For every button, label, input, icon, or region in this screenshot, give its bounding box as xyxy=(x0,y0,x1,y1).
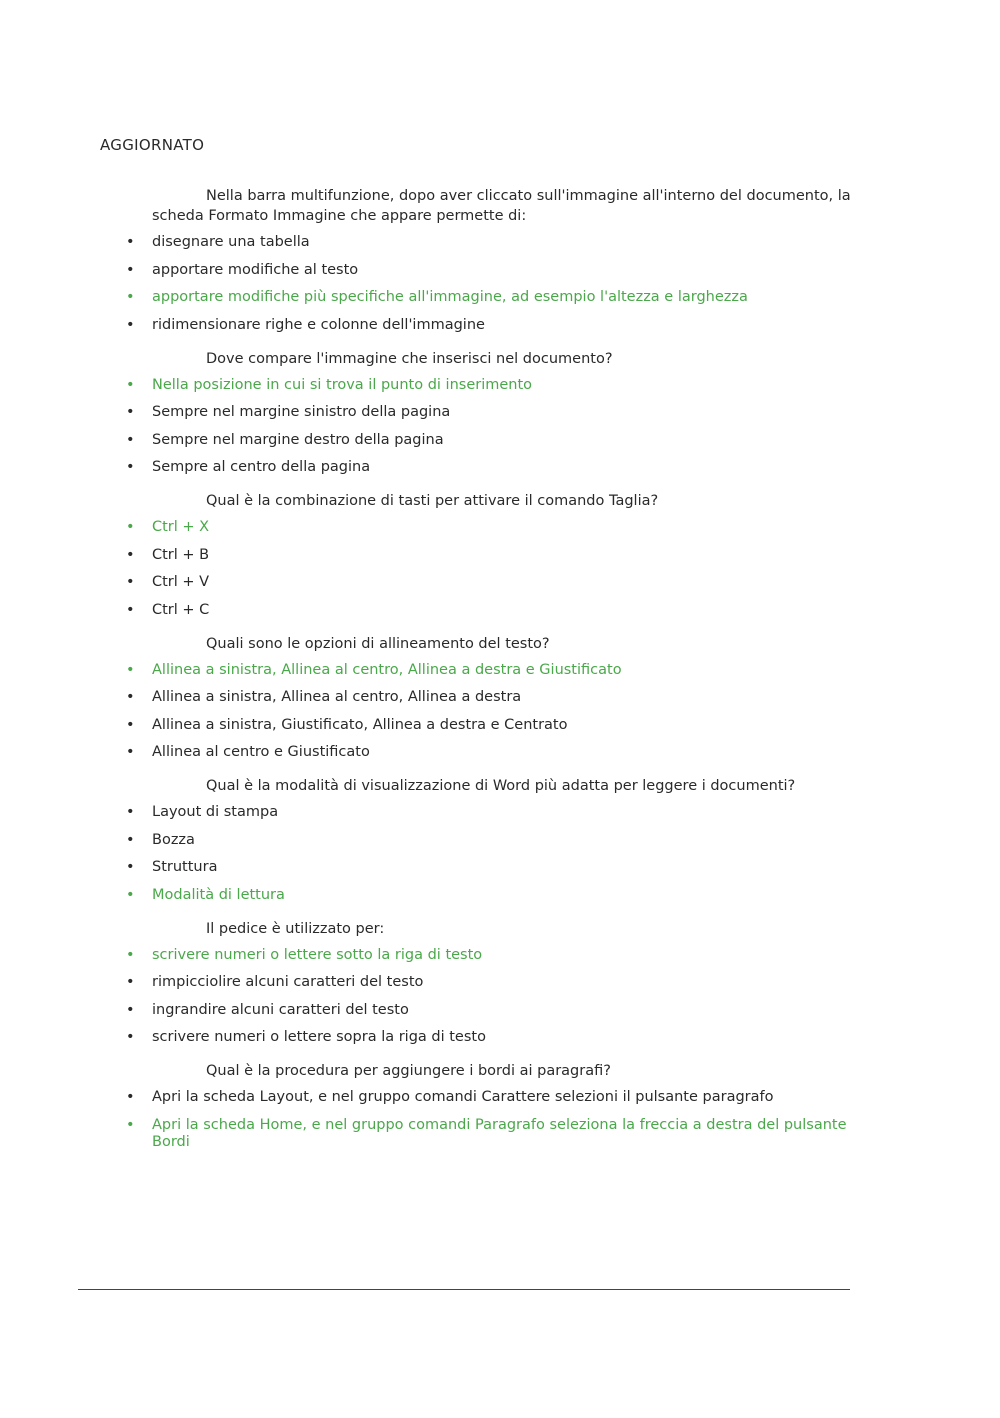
answer-option-text: Sempre al centro della pagina xyxy=(152,459,371,475)
bullet-icon: • xyxy=(126,289,135,305)
answer-option xyxy=(126,574,852,592)
answer-option-text: ridimensionare righe e colonne dell'immagine xyxy=(152,316,485,333)
answer-option-text: Nella posizione in cui si trova il punto di inserimento xyxy=(152,376,533,393)
answer-option-text: disegnare una tabella xyxy=(152,234,310,250)
footer-divider xyxy=(78,1289,850,1290)
question-text: Qual è la modalità di visualizzazione di Word più adatta per leggere i documenti? xyxy=(206,778,796,794)
answer-list xyxy=(126,946,852,1048)
answer-option-text: Apri la scheda Home, e nel gruppo comandi Paragrafo seleziona la freccia a destra del pulsante Bordi xyxy=(152,1116,847,1150)
bullet-icon: • xyxy=(126,1089,135,1105)
bullet-icon: • xyxy=(126,689,135,705)
question-block xyxy=(126,1061,852,1151)
answer-option xyxy=(126,744,852,762)
answer-option-text: Bozza xyxy=(152,831,195,848)
bullet-icon: • xyxy=(126,716,135,733)
bullet-icon: • xyxy=(126,601,135,618)
bullet-icon: • xyxy=(126,946,135,963)
answer-option xyxy=(126,234,852,252)
answer-option xyxy=(126,716,852,735)
answer-option-correct xyxy=(126,661,852,680)
answer-option-text: Allinea a sinistra, Giustificato, Allinea a destra e Centrato xyxy=(152,716,568,733)
question-text: Nella barra multifunzione, dopo aver cliccato sull'immagine all'interno del documento, la scheda Formato Immagine che appare permette di: xyxy=(152,188,851,224)
answer-option-correct xyxy=(126,886,852,905)
answer-option-correct xyxy=(126,376,852,395)
answer-option xyxy=(126,404,852,422)
bullet-icon: • xyxy=(126,404,135,420)
answer-option xyxy=(126,859,852,877)
answer-option xyxy=(126,831,852,850)
answer-list xyxy=(126,234,852,335)
answer-option-text: Struttura xyxy=(152,859,218,875)
question-block xyxy=(126,776,852,905)
bullet-icon: • xyxy=(126,316,135,333)
question-text: Quali sono le opzioni di allineamento del testo? xyxy=(206,635,550,652)
answer-option-text: Ctrl + X xyxy=(152,519,210,535)
bullet-icon: • xyxy=(126,431,135,448)
answer-option-text: ingrandire alcuni caratteri del testo xyxy=(152,1001,409,1018)
answer-option-text: Layout di stampa xyxy=(152,804,279,820)
quiz-content xyxy=(126,186,852,1151)
answer-option-text: Apri la scheda Layout, e nel gruppo comandi Carattere selezioni il pulsante paragrafo xyxy=(152,1089,774,1105)
answer-option xyxy=(126,601,852,620)
answer-list xyxy=(126,804,852,905)
bullet-icon: • xyxy=(126,661,135,678)
answer-option-text: Sempre nel margine destro della pagina xyxy=(152,431,444,448)
question-text: Qual è la procedura per aggiungere i bordi ai paragrafi? xyxy=(206,1063,611,1079)
answer-option xyxy=(126,1029,852,1047)
bullet-icon: • xyxy=(126,804,135,820)
answer-option xyxy=(126,689,852,707)
bullet-icon: • xyxy=(126,546,135,563)
bullet-icon: • xyxy=(126,1116,135,1133)
question-block xyxy=(126,919,852,1048)
answer-option-text: Ctrl + V xyxy=(152,574,210,590)
answer-option-text: scrivere numeri o lettere sotto la riga di testo xyxy=(152,946,483,963)
answer-option-text: Ctrl + B xyxy=(152,546,210,563)
question-block xyxy=(126,634,852,763)
answer-option xyxy=(126,804,852,822)
answer-option-text: apportare modifiche più specifiche all'immagine, ad esempio l'altezza e larghezza xyxy=(152,289,748,305)
answer-option xyxy=(126,1089,852,1107)
document-title: AGGIORNATO xyxy=(100,136,205,154)
answer-option-text: Ctrl + C xyxy=(152,601,210,618)
bullet-icon: • xyxy=(126,376,135,393)
bullet-icon: • xyxy=(126,261,135,278)
answer-option xyxy=(126,546,852,565)
bullet-icon: • xyxy=(126,234,135,250)
answer-option xyxy=(126,261,852,280)
answer-option xyxy=(126,316,852,335)
answer-option xyxy=(126,1001,852,1020)
bullet-icon: • xyxy=(126,1001,135,1018)
question-text: Qual è la combinazione di tasti per attivare il comando Taglia? xyxy=(206,493,659,509)
question-block xyxy=(126,491,852,620)
answer-option-text: Sempre nel margine sinistro della pagina xyxy=(152,404,451,420)
answer-list xyxy=(126,1089,852,1151)
bullet-icon: • xyxy=(126,974,135,990)
answer-option-text: apportare modifiche al testo xyxy=(152,261,359,278)
answer-option-correct xyxy=(126,289,852,307)
answer-option xyxy=(126,431,852,450)
bullet-icon: • xyxy=(126,574,135,590)
answer-list xyxy=(126,376,852,478)
bullet-icon: • xyxy=(126,744,135,760)
answer-option xyxy=(126,459,852,477)
answer-option xyxy=(126,974,852,992)
answer-list xyxy=(126,661,852,763)
question-block xyxy=(126,186,852,335)
answer-option-correct xyxy=(126,946,852,965)
bullet-icon: • xyxy=(126,831,135,848)
question-text: Dove compare l'immagine che inserisci nel documento? xyxy=(206,350,613,367)
bullet-icon: • xyxy=(126,859,135,875)
answer-option-correct xyxy=(126,1116,852,1151)
answer-option-text: Modalità di lettura xyxy=(152,886,285,903)
answer-option-text: scrivere numeri o lettere sopra la riga di testo xyxy=(152,1029,486,1045)
answer-option-correct xyxy=(126,519,852,537)
bullet-icon: • xyxy=(126,886,135,903)
answer-option-text: Allinea al centro e Giustificato xyxy=(152,744,370,760)
bullet-icon: • xyxy=(126,519,135,535)
answer-option-text: Allinea a sinistra, Allinea al centro, Allinea a destra xyxy=(152,689,522,705)
answer-option-text: rimpicciolire alcuni caratteri del testo xyxy=(152,974,424,990)
answer-list xyxy=(126,519,852,620)
question-block xyxy=(126,349,852,478)
bullet-icon: • xyxy=(126,459,135,475)
question-text: Il pedice è utilizzato per: xyxy=(206,920,385,937)
answer-option-text: Allinea a sinistra, Allinea al centro, Allinea a destra e Giustificato xyxy=(152,661,622,678)
bullet-icon: • xyxy=(126,1029,135,1045)
